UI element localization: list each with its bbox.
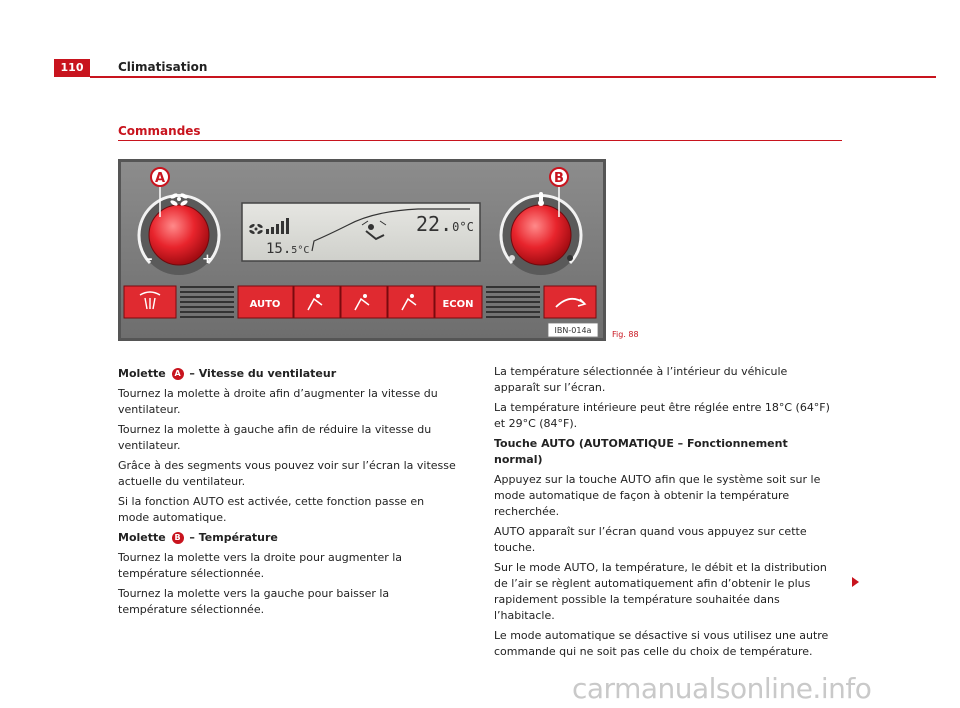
left-column	[118, 364, 458, 622]
lcd-set-temp: 22.0°C	[416, 212, 474, 236]
lcd-inside-temp: 15.5°C	[266, 241, 310, 257]
paragraph: La température intérieure peut être réglée entre 18°C (64°F) et 29°C (84°F).	[494, 401, 830, 430]
econ-button[interactable]	[435, 286, 482, 318]
paragraph: La température sélectionnée à l’intérieur du véhicule apparaît sur l’écran.	[494, 365, 788, 394]
callout-a-label: A	[154, 171, 166, 186]
minus-label: –	[146, 252, 153, 267]
air-to-face-feet-button[interactable]	[341, 286, 387, 318]
paragraph: Tournez la molette à droite afin d’augmenter la vitesse du ventilateur.	[118, 387, 438, 416]
heading-auto-button: Touche AUTO (AUTOMATIQUE – Fonctionnement normal)	[494, 437, 788, 466]
right-column	[494, 364, 834, 664]
paragraph: Si la fonction AUTO est activée, cette fonction passe en mode automatique.	[118, 495, 425, 524]
paragraph: Appuyez sur la touche AUTO afin que le système soit sur le mode automatique de façon à obtenir la température recherchée.	[494, 473, 821, 518]
watermark: carmanualsonline.info	[572, 672, 872, 705]
defrost-button[interactable]	[124, 286, 176, 318]
image-code: IBN-014a	[554, 326, 592, 335]
climate-control-figure	[118, 159, 606, 341]
badge-b: B	[172, 532, 184, 544]
section-title: Commandes	[118, 124, 201, 138]
recirculation-button[interactable]	[544, 286, 596, 318]
paragraph: Sur le mode AUTO, la température, le débit et la distribution de l’air se règlent automatiquement afin d’obtenir le plus rapidement possible la température souhaitée dans l’habitacle.	[494, 561, 827, 622]
lcd-display	[242, 203, 480, 261]
chapter-title: Climatisation	[118, 60, 208, 74]
air-to-feet-button[interactable]	[388, 286, 434, 318]
paragraph: Tournez la molette vers la gauche pour baisser la température sélectionnée.	[118, 587, 390, 616]
callout-b-label: B	[554, 171, 564, 186]
heading-temp-knob: Molette B – Température	[118, 531, 278, 544]
econ-button-label: ECON	[442, 299, 474, 310]
badge-a: A	[172, 368, 184, 380]
paragraph: Tournez la molette à gauche afin de réduire la vitesse du ventilateur.	[118, 423, 432, 452]
paragraph: Le mode automatique se désactive si vous utilisez une autre commande qui ne soit pas celle du choix de température.	[494, 629, 829, 658]
figure-caption: Fig. 88	[612, 330, 639, 339]
auto-button-label: AUTO	[249, 299, 281, 310]
cold-dot	[509, 255, 515, 261]
air-to-face-button[interactable]	[294, 286, 340, 318]
paragraph: AUTO apparaît sur l’écran quand vous appuyez sur cette touche.	[494, 525, 807, 554]
paragraph: Tournez la molette vers la droite pour augmenter la température sélectionnée.	[118, 551, 403, 580]
heading-fan-knob: Molette A – Vitesse du ventilateur	[118, 367, 337, 380]
plus-label: +	[202, 252, 213, 267]
header-rule	[90, 76, 936, 78]
auto-button[interactable]	[238, 286, 293, 318]
section-rule	[118, 140, 842, 141]
climate-panel-illustration	[118, 159, 606, 341]
page-number: 110	[54, 59, 90, 77]
hot-dot	[567, 255, 573, 261]
continue-arrow-icon	[852, 577, 859, 587]
paragraph: Grâce à des segments vous pouvez voir sur l’écran la vitesse actuelle du ventilateur.	[118, 459, 456, 488]
